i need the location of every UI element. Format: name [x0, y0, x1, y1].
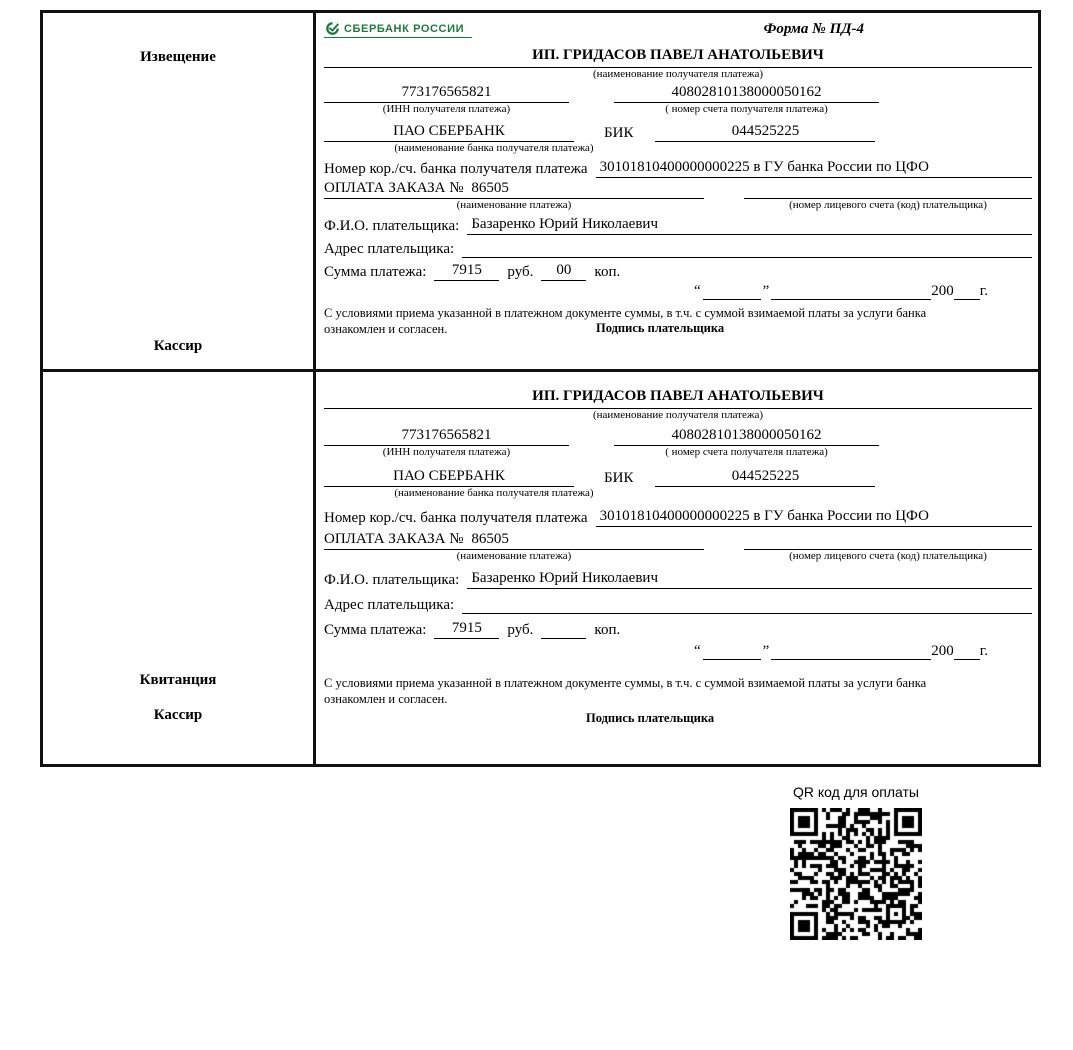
payer-fio-row	[324, 216, 1032, 235]
bank-caption: (наименование банка получателя платежа)	[394, 486, 594, 499]
recipient-name: ИП. ГРИДАСОВ ПАВЕЛ АНАТОЛЬЕВИЧ	[324, 388, 1032, 409]
year-suffix: г.	[979, 643, 988, 659]
qr-code-image	[790, 808, 922, 940]
bank-bik-row	[324, 468, 1032, 487]
notice-header-row	[324, 21, 1032, 47]
sum-row	[324, 262, 1032, 281]
agreement-block	[324, 676, 1032, 726]
order-number: 86505	[471, 531, 509, 548]
inn-account-row	[324, 427, 1032, 446]
account-field: 40802810138000050162	[614, 427, 879, 446]
sum-row	[324, 620, 1032, 639]
payer-fio-label: Ф.И.О. плательщика:	[324, 572, 460, 588]
close-quote: ”	[762, 283, 770, 299]
account-caption: ( номер счета получателя платежа)	[665, 102, 828, 115]
order-label: ОПЛАТА ЗАКАЗА №	[324, 180, 464, 197]
sum-label: Сумма платежа:	[324, 622, 427, 638]
date-day-field	[703, 283, 761, 300]
korr-field: 30101810400000000225 в ГУ банка России по ЦФО	[596, 508, 1032, 527]
payment-name-caption: (наименование платежа)	[456, 550, 572, 563]
bik-field: 044525225	[655, 123, 875, 142]
korr-field: 30101810400000000225 в ГУ банка России по ЦФО	[596, 159, 1032, 178]
recipient-name: ИП. ГРИДАСОВ ПАВЕЛ АНАТОЛЬЕВИЧ	[324, 47, 1032, 68]
sberbank-logo-icon	[326, 22, 339, 35]
payment-name-field	[324, 180, 704, 199]
date-month-field	[771, 283, 931, 300]
agreement-block	[324, 306, 1032, 337]
payment-captions-row	[324, 199, 1032, 213]
payment-captions-row	[324, 550, 1032, 564]
receipt-section	[43, 372, 1038, 764]
bik-label: БИК	[604, 124, 634, 141]
agreement-text: С условиями приема указанной в платежном документе суммы, в т.ч. с суммой взимаемой платы за услуги банка ознакомлен и согласен.	[324, 676, 927, 706]
payer-signature-label: Подпись плательщика	[586, 711, 715, 726]
year-field	[954, 283, 980, 300]
kop-label: коп.	[594, 622, 621, 638]
inn-field: 773176565821	[324, 84, 569, 103]
bank-name-field: ПАО СБЕРБАНК	[324, 123, 574, 142]
year-field	[954, 643, 980, 660]
payer-signature-label: Подпись плательщика	[596, 321, 725, 336]
order-label: ОПЛАТА ЗАКАЗА №	[324, 531, 464, 548]
kop-label: коп.	[594, 264, 621, 280]
form-title: Форма № ПД-4	[763, 21, 864, 37]
open-quote: “	[693, 643, 701, 659]
payer-fio-label: Ф.И.О. плательщика:	[324, 218, 460, 234]
year-suffix: г.	[979, 283, 988, 299]
sum-label: Сумма платежа:	[324, 264, 427, 280]
date-line	[324, 643, 988, 660]
payment-name-caption: (наименование платежа)	[456, 199, 572, 212]
section-title-receipt: Квитанция	[139, 672, 217, 688]
bik-label: БИК	[604, 469, 634, 486]
korr-account-row	[324, 508, 1032, 527]
sum-kop-field	[541, 620, 586, 639]
date-line	[324, 283, 988, 300]
korr-label: Номер кор./сч. банка получателя платежа	[324, 161, 588, 178]
order-number: 86505	[471, 180, 509, 197]
cashier-label-receipt: Кассир	[153, 707, 203, 723]
notice-body	[316, 13, 1038, 369]
account-field: 40802810138000050162	[614, 84, 879, 103]
sberbank-logo	[324, 21, 472, 38]
sum-kop-field: 00	[541, 262, 586, 281]
payer-address-row	[324, 239, 1032, 258]
sum-rub-field: 7915	[434, 620, 499, 639]
personal-account-caption: (номер лицевого счета (код) плательщика)	[789, 550, 987, 563]
qr-section	[786, 784, 926, 940]
bank-caption-row	[324, 487, 1032, 501]
bank-caption: (наименование банка получателя платежа)	[394, 141, 594, 154]
personal-account-caption: (номер лицевого счета (код) плательщика)	[789, 199, 987, 212]
close-quote: ”	[762, 643, 770, 659]
personal-account-field	[744, 531, 1032, 550]
payment-form-pd4	[40, 10, 1041, 767]
inn-account-captions	[324, 103, 1032, 117]
sberbank-logo-text: СБЕРБАНК РОССИИ	[344, 22, 465, 35]
account-caption: ( номер счета получателя платежа)	[665, 445, 828, 458]
payment-name-field	[324, 531, 704, 550]
qr-label: QR код для оплаты	[792, 784, 919, 800]
inn-caption: (ИНН получателя платежа)	[382, 445, 511, 458]
inn-account-row	[324, 84, 1032, 103]
korr-label: Номер кор./сч. банка получателя платежа	[324, 510, 588, 527]
notice-left-column	[43, 13, 316, 369]
year-prefix: 200	[931, 643, 954, 659]
bank-name-field: ПАО СБЕРБАНК	[324, 468, 574, 487]
notice-section	[43, 13, 1038, 372]
bik-field: 044525225	[655, 468, 875, 487]
payer-address-field	[462, 239, 1032, 258]
payer-address-field	[462, 595, 1032, 614]
receipt-left-column	[43, 372, 316, 764]
recipient-caption: (наименование получателя платежа)	[592, 68, 764, 80]
inn-caption: (ИНН получателя платежа)	[382, 102, 511, 115]
sum-rub-field: 7915	[434, 262, 499, 281]
payer-address-label: Адрес плательщика:	[324, 597, 455, 613]
payer-address-label: Адрес плательщика:	[324, 241, 455, 257]
payer-fio-field: Базаренко Юрий Николаевич	[467, 570, 1032, 589]
payer-fio-row	[324, 570, 1032, 589]
open-quote: “	[693, 283, 701, 299]
payment-name-row	[324, 531, 1032, 550]
bank-caption-row	[324, 142, 1032, 156]
agreement-text: С условиями приема указанной в платежном документе суммы, в т.ч. с суммой взимаемой платы за услуги банка ознакомлен и согласен.	[324, 306, 927, 336]
receipt-body	[316, 372, 1038, 764]
rub-label: руб.	[507, 622, 534, 638]
date-day-field	[703, 643, 761, 660]
recipient-caption: (наименование получателя платежа)	[592, 409, 764, 421]
personal-account-field	[744, 180, 1032, 199]
cashier-label-notice: Кассир	[153, 338, 203, 354]
year-prefix: 200	[931, 283, 954, 299]
section-title-notice: Извещение	[140, 49, 216, 65]
bank-bik-row	[324, 123, 1032, 142]
korr-account-row	[324, 159, 1032, 178]
payer-address-row	[324, 595, 1032, 614]
payment-name-row	[324, 180, 1032, 199]
date-month-field	[771, 643, 931, 660]
inn-field: 773176565821	[324, 427, 569, 446]
rub-label: руб.	[507, 264, 534, 280]
inn-account-captions	[324, 446, 1032, 460]
payer-fio-field: Базаренко Юрий Николаевич	[467, 216, 1032, 235]
